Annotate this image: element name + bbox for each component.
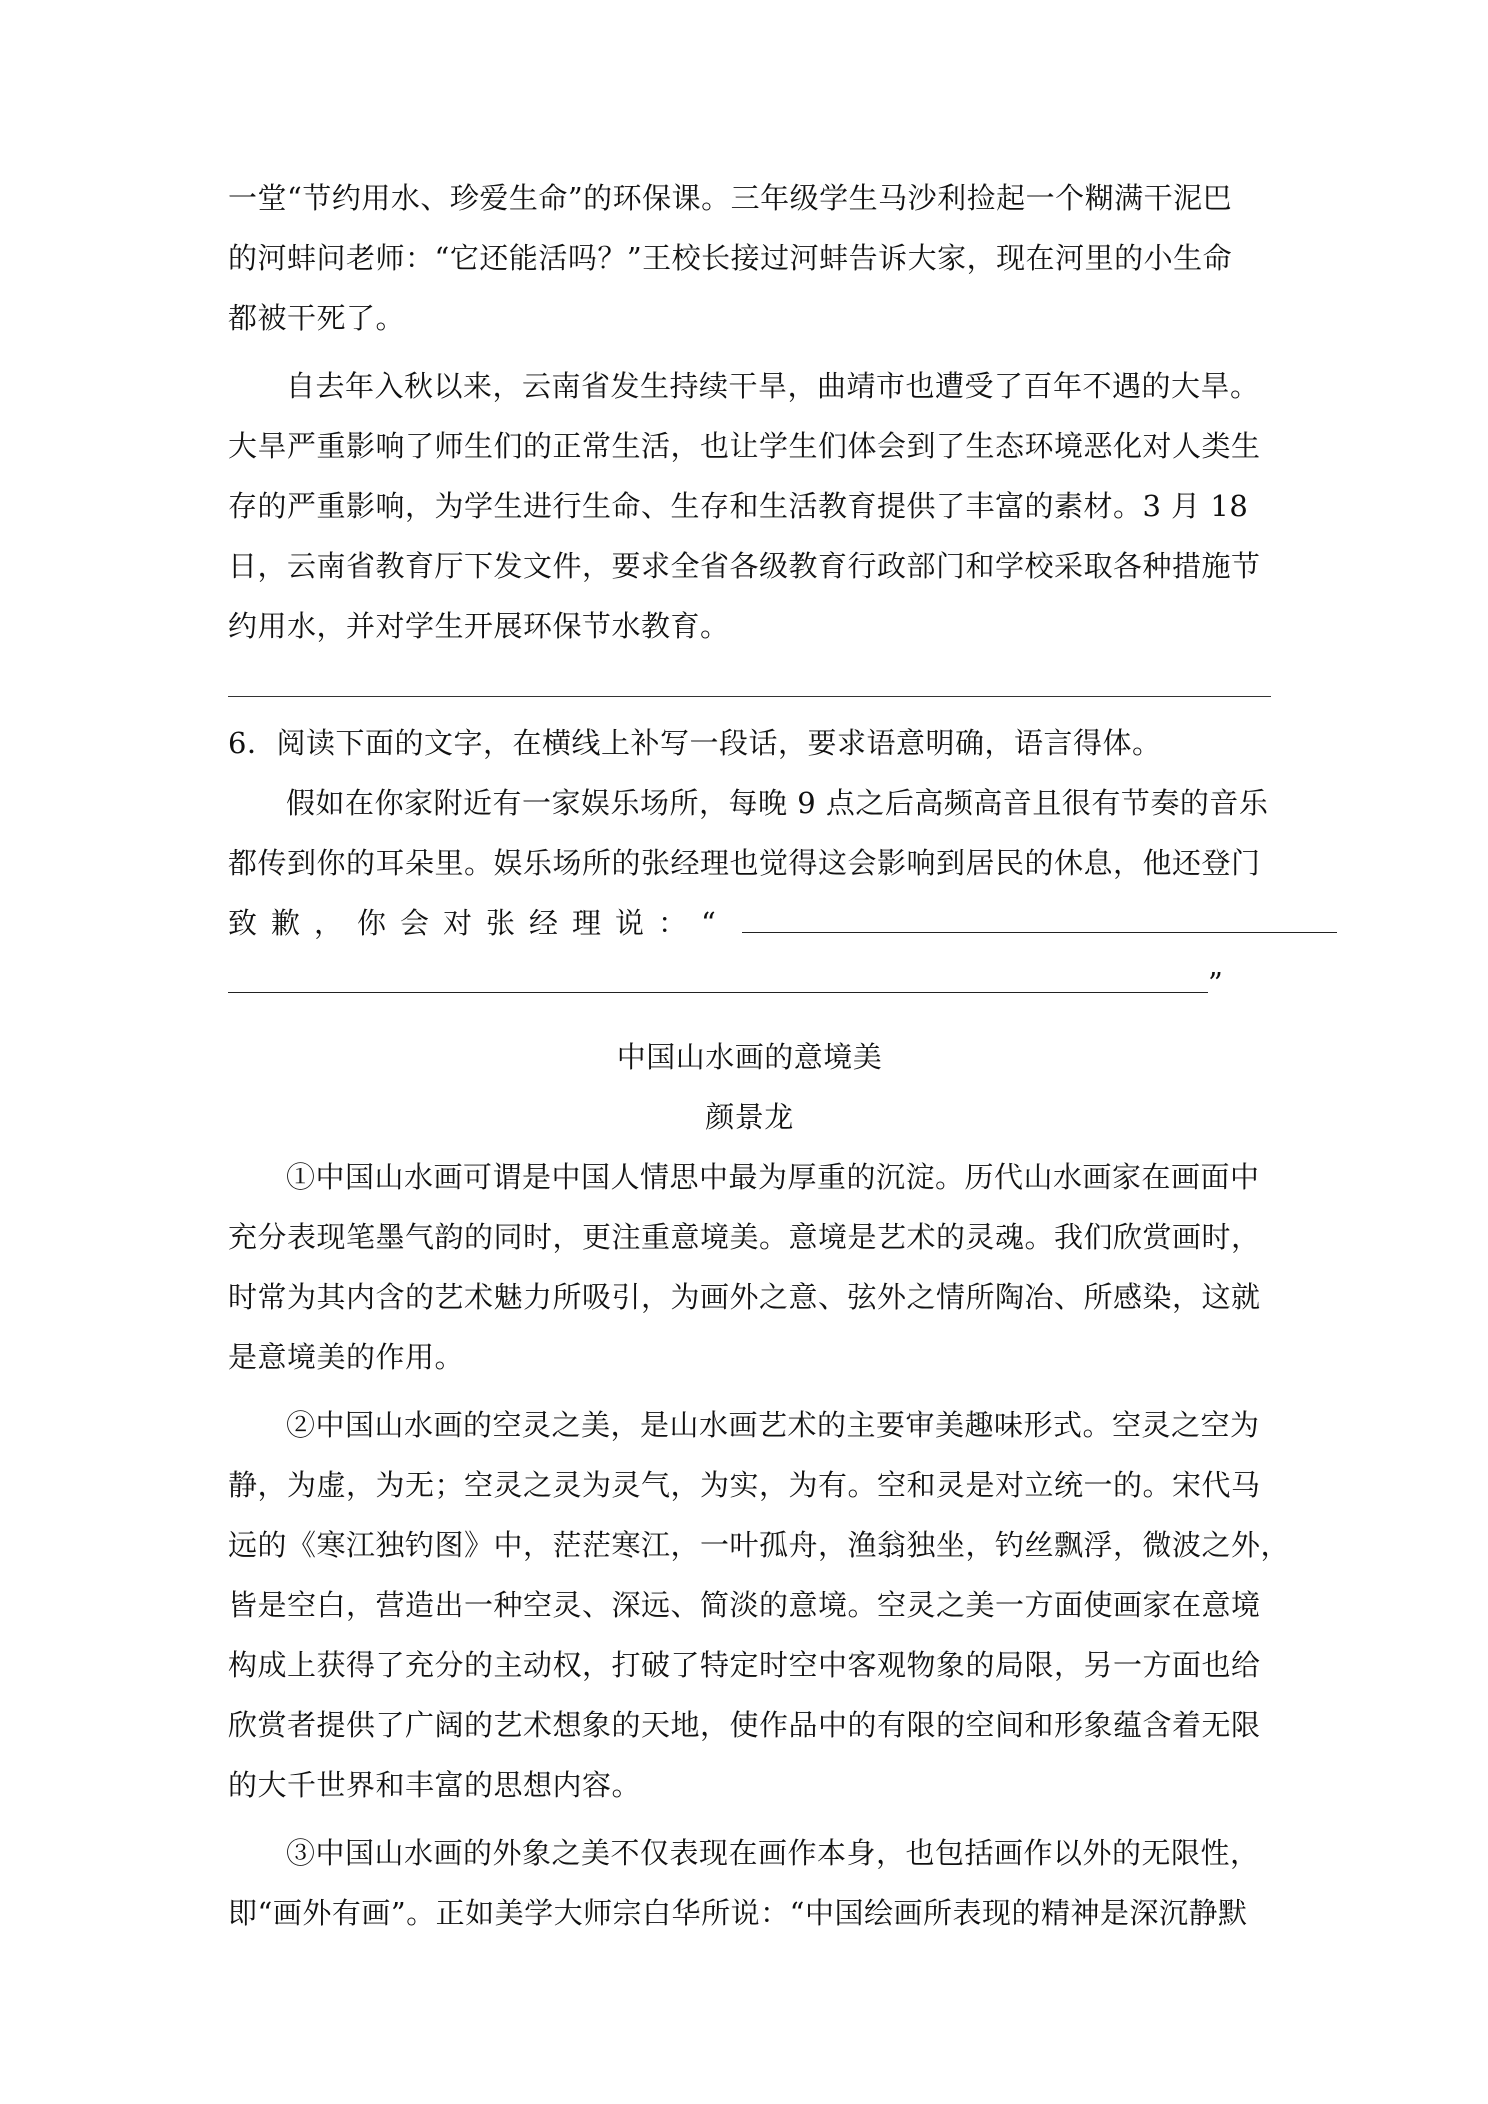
text-line: 充分表现笔墨气韵的同时，更注重意境美。意境是艺术的灵魂。我们欣赏画时， [228,1220,1261,1254]
text-line: 构成上获得了充分的主动权，打破了特定时空中客观物象的局限，另一方面也给 [228,1648,1261,1682]
text-line: ③中国山水画的外象之美不仅表现在画作本身，也包括画作以外的无限性， [286,1836,1260,1870]
passage-paragraph-1 [228,168,1271,348]
answer-blank-2[interactable] [228,962,1208,993]
question-prompt: 6．阅读下面的文字，在横线上补写一段话，要求语意明确，语言得体。 [228,726,1162,760]
text-line: 的大千世界和丰富的思想内容。 [228,1768,642,1802]
article-paragraph-2 [228,1395,1291,1815]
text-line: 皆是空白，营造出一种空灵、深远、简淡的意境。空灵之美一方面使画家在意境 [228,1588,1261,1622]
text-line: 的河蚌问老师：“它还能活吗？”王校长接过河蚌告诉大家，现在河里的小生命 [228,241,1233,275]
text-line: 即“画外有画”。正如美学大师宗白华所说：“中国绘画所表现的精神是深沉静默 [228,1896,1248,1930]
document-page [228,168,1291,1943]
article [228,1027,1291,1943]
article-paragraph-3 [228,1823,1271,1943]
text-line: 假如在你家附近有一家娱乐场所，每晚 9 点之后高频高音且很有节奏的音乐 [286,786,1269,820]
text-line: 欣赏者提供了广阔的艺术想象的天地，使作品中的有限的空间和形象蕴含着无限 [228,1708,1261,1742]
answer-lead-line [228,893,1271,953]
text-line: 大旱严重影响了师生们的正常生活，也让学生们体会到了生态环境恶化对人类生 [228,429,1261,463]
text-line: 一堂“节约用水、珍爱生命”的环保课。三年级学生马沙利捡起一个糊满干泥巴 [228,181,1233,215]
text-line: 日，云南省教育厅下发文件，要求全省各级教育行政部门和学校采取各种措施节 [228,549,1261,583]
text-line: ①中国山水画可谓是中国人情思中最为厚重的沉淀。历代山水画家在画面中 [286,1160,1260,1194]
text-line: 都被干死了。 [228,301,406,335]
passage-paragraph-2 [228,356,1271,656]
text-line: 存的严重影响，为学生进行生命、生存和生活教育提供了丰富的素材。3 月 18 [228,489,1249,523]
text-line: 远的《寒江独钓图》中，茫茫寒江，一叶孤舟，渔翁独坐，钓丝飘浮，微波之外， [228,1528,1291,1562]
text-line: 都传到你的耳朵里。娱乐场所的张经理也觉得这会影响到居民的休息，他还登门 [228,846,1261,880]
article-title: 中国山水画的意境美 [616,1040,883,1074]
text-line: 静，为虚，为无；空灵之灵为灵气，为实，为有。空和灵是对立统一的。宋代马 [228,1468,1261,1502]
closing-quote: ” [1208,966,1224,1000]
question-6 [228,713,1271,1013]
text-line: 约用水，并对学生开展环保节水教育。 [228,609,730,643]
answer-blank-1[interactable] [742,896,1337,933]
answer-lead-in: 致歉，你会对张经理说：“ [228,906,730,940]
text-line: ②中国山水画的空灵之美，是山水画艺术的主要审美趣味形式。空灵之空为 [286,1408,1260,1442]
article-author: 颜景龙 [705,1100,794,1134]
text-line: 是意境美的作用。 [228,1340,465,1374]
answer-line[interactable] [228,696,1271,697]
answer-line-2 [228,953,1271,1013]
article-paragraph-1 [228,1147,1271,1387]
text-line: 自去年入秋以来，云南省发生持续干旱，曲靖市也遭受了百年不遇的大旱。 [286,369,1260,403]
text-line: 时常为其内含的艺术魅力所吸引，为画外之意、弦外之情所陶冶、所感染，这就 [228,1280,1261,1314]
